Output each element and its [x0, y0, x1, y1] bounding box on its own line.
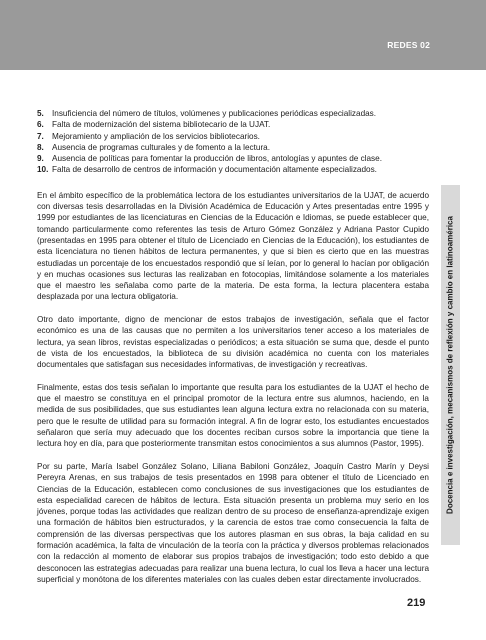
list-item-number: 10. — [37, 165, 49, 175]
body-paragraph: Por su parte, María Isabel González Solano, Liliana Babiloni González, Joaquín Castro Marín y Deysi Pereyra Arenas, en sus trabajos de tesis presentados en 1998 para obtener el título de Licenciado en Ciencias de la Educación, establecen como conclusiones de sus investigaciones que los estudiantes de esta especialidad carecen de hábitos de lectura. Esta situación presenta un problema muy serio en los jóvenes, porque todas las actividades que realizan dentro de su proceso de enseñanza-aprendizaje exigen una formación de hábitos bien estructurados, y la carencia de estos trae como consecuencia la falta de comprensión de las diversas perspectivas que los autores plasman en sus obras, la baja calidad en su formación académica, la falta de vinculación de la teoría con la práctica y diversos problemas relacionados con la redacción al momento de elaborar sus propios trabajos de investigación; todo esto debido a que desconocen las estrategias adecuadas para realizar una buena lectura, lo cual los lleva a hacer una lectura superficial y monótona de los diferentes materiales con las cuales deben estar directamente involucrados. — [37, 461, 429, 584]
list-item-text: Falta de desarrollo de centros de información y documentación altamente especializados. — [52, 165, 377, 175]
list-item-number: 5. — [37, 109, 44, 118]
list-item — [37, 142, 429, 153]
list-item — [37, 108, 429, 119]
list-item — [37, 119, 429, 130]
list-item-text: Ausencia de políticas para fomentar la producción de libros, antologías y apuntes de clase. — [52, 154, 382, 164]
list-item-text: Mejoramiento y ampliación de los servicios bibliotecarios. — [52, 131, 260, 141]
list-item-text: Falta de modernización del sistema bibliotecario de la UJAT. — [52, 120, 271, 130]
body-paragraph: En el ámbito específico de la problemática lectora de los estudiantes universitarios de la UJAT, de acuerdo con diversas tesis desarrolladas en la División Académica de Educación y Artes presentadas entre 1995 y 1999 por estudiantes de las licenciaturas en Ciencias de la Educación e Idiomas, se puede establecer que, tomando particularmente como referentes las tesis de Arturo Gómez González y Adriana Pastor Cupido (presentadas en 1995 para obtener el título de Licenciado en Ciencias de la Educación), los estudiantes de esta licenciatura no tienen hábitos de lectura permanentes, y que si bien es cierto que en las muestras estudiadas un porcentaje de los encuestados respondió que sí leían, por lo general lo hacían por obligación y en muchas ocasiones sus lecturas las realizaban en fotocopias, limitándose solamente a los materiales que el maestro les señalaba como parte de la materia. De esta forma, la lectura placentera estaba desplazada por una lectura obligatoria. — [37, 190, 429, 302]
list-item-number: 7. — [37, 131, 44, 141]
header-band — [0, 0, 486, 70]
list-item-number: 9. — [37, 154, 44, 164]
running-header-title: REDES 02 — [387, 40, 430, 50]
list-item — [37, 164, 429, 175]
list-item-number: 6. — [37, 120, 44, 130]
page-number: 219 — [407, 597, 426, 609]
list-item-text: Insuficiencia del número de títulos, volúmenes y publicaciones periódicas especializadas. — [52, 109, 377, 118]
body-paragraph: Otro dato importante, digno de mencionar de estos trabajos de investigación, señala que el factor económico es una de las causas que no permiten a los universitarios tener acceso a los materiales de lectura, ya sean libros, revistas especializadas o periódicos; a esta situación se suma que, desde el punto de vista de los encuestados, la biblioteca de su división académica no cuenta con los materiales documentales que satisfagan sus necesidades informativas, de investigación y recreativas. — [37, 315, 429, 370]
list-item-number: 8. — [37, 142, 44, 152]
body-paragraph: Finalmente, estas dos tesis señalan lo importante que resulta para los estudiantes de la UJAT el hecho de que el maestro se constituya en el principal promotor de la lectura entre sus alumnos, haciendo, en la medida de sus posibilidades, que sus estudiantes lean alguna lectura extra no relacionada con su materia, pero que le resulte de utilidad para su formación integral. A fin de lograr esto, los estudiantes encuestados señalaron que sería muy adecuado que los docentes reciban cursos sobre la importancia que tiene la lectura hoy en día, para que posteriormente transmitan estos conocimientos a sus alumnos (Pastor, 1995). — [37, 382, 429, 449]
list-item — [37, 131, 429, 142]
list-item — [37, 153, 429, 164]
list-item-text: Ausencia de programas culturales y de fomento a la lectura. — [52, 142, 270, 152]
side-tab-label: Docencia e investigación, mecanismos de reflexión y cambio en latinoamérica — [445, 216, 455, 514]
main-content — [37, 108, 429, 596]
numbered-list — [37, 108, 429, 176]
